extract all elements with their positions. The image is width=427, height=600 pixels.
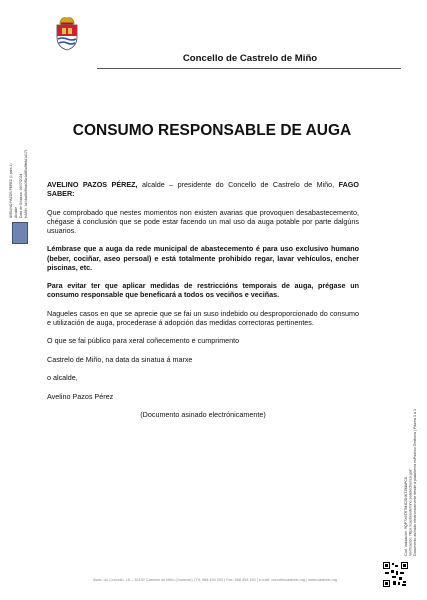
signature-stamp xyxy=(9,118,31,244)
validation-line: Verificación: https://castrelodemino.sedelectronica.gal/ xyxy=(408,469,413,556)
footer-address: Avda. do Concello, 16 – 32430 Castrelo de Miño (Ourense) | Tlf: 988 493 003 | Fax: 988 493 150 | e-mail: concellocastrelo.org | www.castrelo.org xyxy=(92,578,338,582)
paragraph-6: Castrelo de Miño, na data da sinatua á marxe xyxy=(47,354,193,364)
municipal-crest-icon xyxy=(54,12,80,52)
paragraph-7: o alcalde, xyxy=(47,373,78,383)
fago-saber: FAGO SABER: xyxy=(47,180,359,199)
header-divider xyxy=(97,68,401,69)
paragraph-2: Lémbrase que a auga da rede municipal de abastecemento é para uso exclusivo humano (beber, cociñar, aseo persoal) e está totalmente prohibido regar, lavar vehículos, encher piscinas, etc. xyxy=(47,244,359,272)
paragraph-5: O que se fai público para xeral coñecemento e cumprimento xyxy=(47,336,240,346)
mayor-name: AVELINO PAZOS PÉREZ, xyxy=(47,180,138,189)
signer-name: Avelino Pazos Pérez xyxy=(47,391,114,401)
paragraph-3: Para evitar ter que aplicar medidas de restriccións temporais de auga, prégase un consumo responsable que beneficará a todos os veciños e veciñas. xyxy=(47,281,359,300)
stamp-line: Data de Sinatura: 16/07/2024 xyxy=(19,173,23,218)
stamp-line: Alcalde xyxy=(14,206,18,218)
document-body xyxy=(47,180,359,428)
stamp-line: AVELINO PAZOS PÉREZ (1 para 1) xyxy=(9,163,13,218)
intro-text: alcalde – presidente do Concello de Castrelo de Miño, xyxy=(137,180,339,189)
council-name: Concello de Castrelo de Miño xyxy=(182,53,318,64)
intro-paragraph xyxy=(47,180,359,198)
signature-stamp-text xyxy=(9,118,31,218)
paragraph-4: Nagueles casos en que se aprecie que se fai un suso indebido ou desproporcionado do consumo e utilización de auga, procederase á adopción das medidas correctoras pertinentes. xyxy=(47,308,359,327)
stamp-line: HASH: 1a04ca9b96ab0f5a1d8f2a5fe8d1d171 xyxy=(24,149,28,218)
stamp-logo-icon xyxy=(12,222,28,244)
validation-line: Documento asinado electrónicamente desde a plataforma esPublico Gestiona | Páxina 1 a 1 xyxy=(412,409,417,556)
validation-stamp xyxy=(404,318,418,556)
signed-note: (Documento asinado electrónicamente) xyxy=(140,409,266,419)
paragraph-1: Que comprobado que nestes momentos non existen avarias que provoquen desabastecemento, chégase á conclusión que se pode estar facendo un mal uso da auga potable por parte dalgúns usuarios. xyxy=(47,207,359,235)
qr-code-icon xyxy=(383,562,408,587)
validation-line: Cód. Validación: 9QP7X6TR7M4DSNKTZMAPCK xyxy=(404,476,408,556)
document-title: CONSUMO RESPONSABLE DE AUGA xyxy=(72,122,352,139)
